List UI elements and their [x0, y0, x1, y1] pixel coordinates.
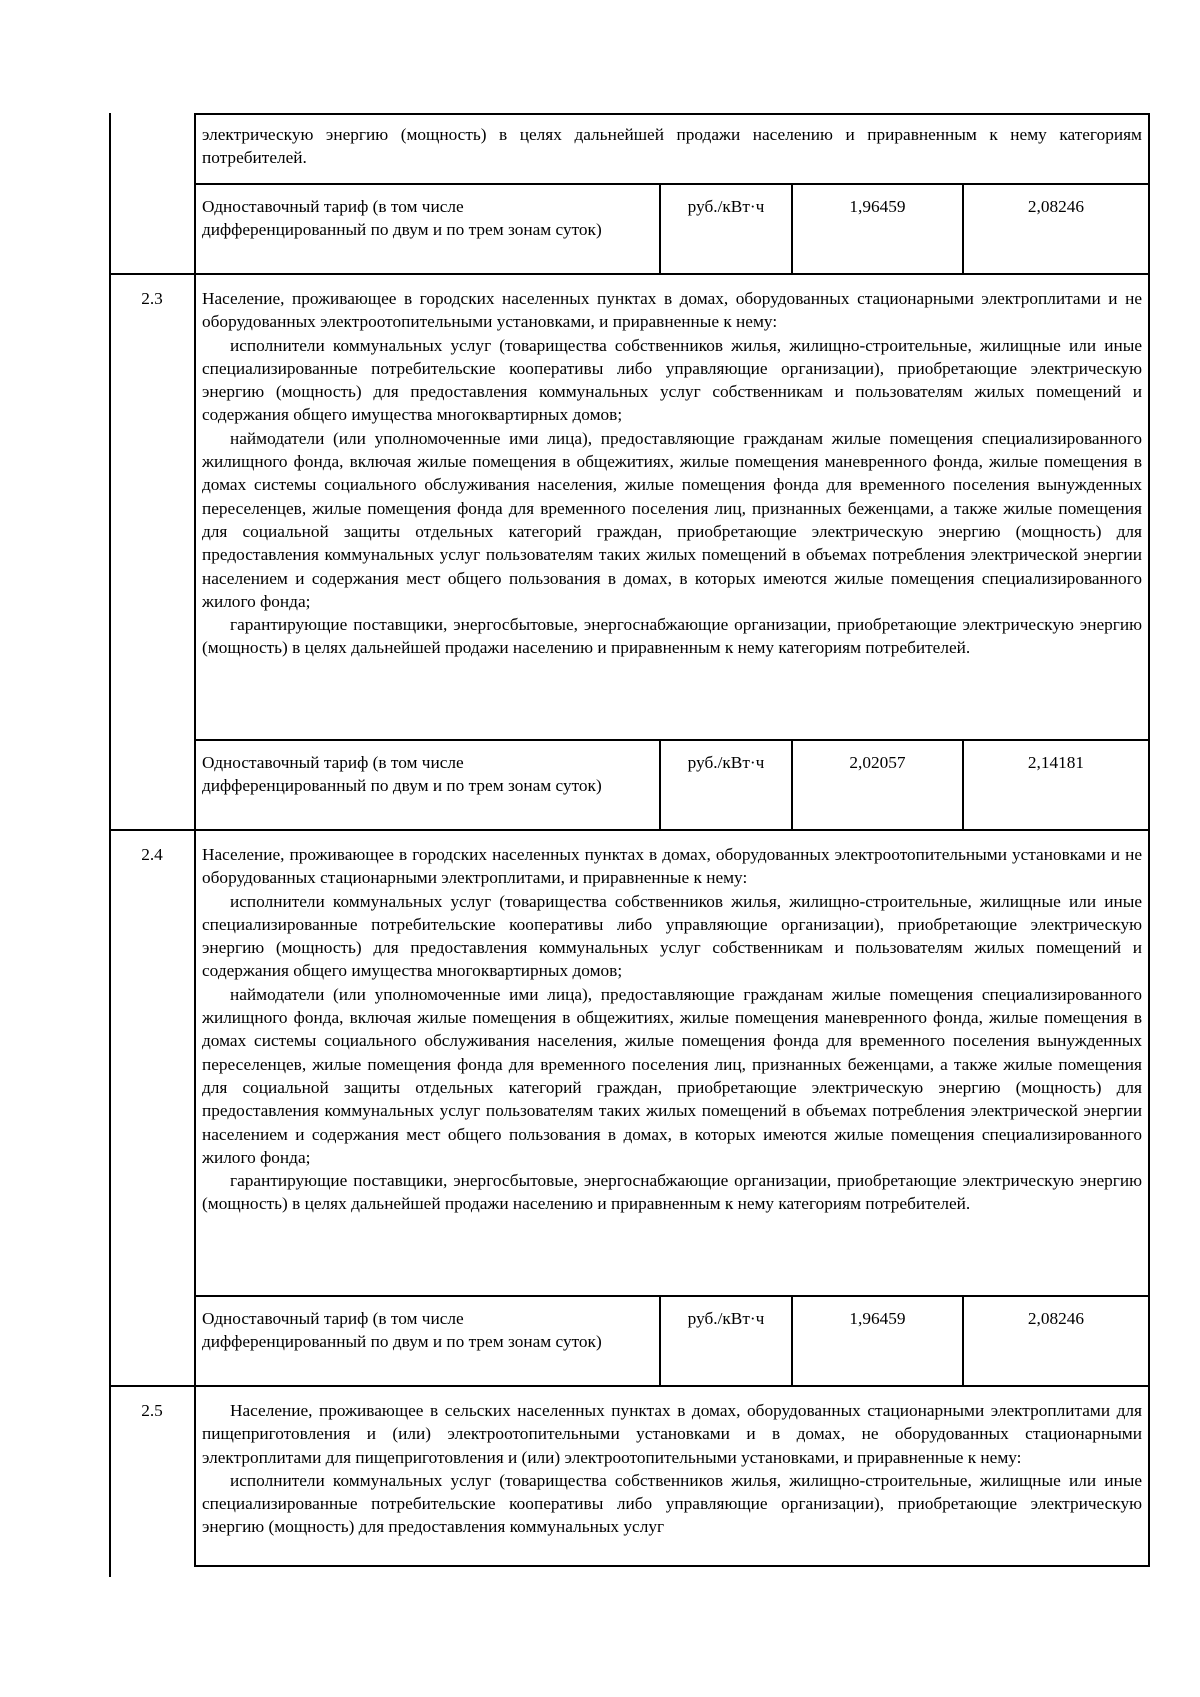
table-right-border — [1148, 113, 1150, 1567]
paragraph: исполнители коммунальных услуг (товарищества собственников жилья, жилищно-строительные, жилищные или иные специализированные потребительские кооперативы либо управляющие организации), приобретающие электрическую энергию (мощность) для предоставления коммунальных услуг собственникам и пользователям жилых помещений и содержания общего имущества многоквартирных домов; — [202, 891, 1142, 981]
row-number: 2.5 — [141, 1401, 163, 1420]
row-1-description — [202, 123, 1142, 181]
tariff-value-2: 2,08246 — [1027, 1309, 1085, 1328]
paragraph: наймодатели (или уполномоченные ими лица), предоставляющие гражданам жилые помещения специализированного жилищного фонда, включая жилые помещения в общежитиях, жилые помещения маневренного фонда, жилые помещения в домах системы социального обслуживания населения, жилые помещения фонда для временного поселения вынужденных переселенцев, жилые помещения фонда для временного поселения лиц, признанных беженцами, а также жилые помещения для социальной защиты отдельных категорий граждан, приобретающие электрическую энергию (мощность) для предоставления коммунальных услуг пользователям таких жилых помещений в объемах потребления электрической энергии населением и содержания мест общего пользования в домах, в которых имеются жилые помещения специализированного жилого фонда; — [202, 984, 1142, 1167]
row-3-tariff-top — [194, 1295, 1150, 1297]
row-2-bottom — [109, 829, 1150, 831]
paragraph: электрическую энергию (мощность) в целях дальнейшей продажи населению и приравненным к нему категориям потребителей. — [202, 125, 1142, 168]
paragraph: Население, проживающее в городских населенных пунктах в домах, оборудованных электроотопительными установками и не оборудованных стационарными электроплитами, и приравненные к нему: — [202, 845, 1142, 888]
paragraph: гарантирующие поставщики, энергосбытовые, энергоснабжающие организации, приобретающие электрическую энергию (мощность) в целях дальнейшей продажи населению и приравненным к нему категориям потребителей. — [202, 615, 1142, 658]
paragraph: исполнители коммунальных услуг (товарищества собственников жилья, жилищно-строительные, жилищные или иные специализированные потребительские кооперативы либо управляющие организации), приобретающие электрическую энергию (мощность) для предоставления коммунальных услуг собственникам и пользователям жилых помещений и содержания общего имущества многоквартирных домов; — [202, 335, 1142, 425]
row-number: 2.3 — [141, 289, 163, 308]
tariff-value-1: 1,96459 — [849, 197, 906, 216]
tariff-value-1: 2,02057 — [849, 753, 906, 772]
tariff-name: Одноставочный тариф (в том числе дифференцированный по двум и по трем зонам суток) — [202, 197, 602, 240]
tariff-unit: руб./кВт·ч — [687, 1309, 765, 1328]
tariff-name: Одноставочный тариф (в том числе дифференцированный по двум и по трем зонам суток) — [202, 753, 602, 796]
row-1-tariff-top — [194, 183, 1150, 185]
row-1-bottom — [109, 273, 1150, 275]
row-3-bottom — [109, 1385, 1150, 1387]
table-bottom-border — [194, 1565, 1150, 1567]
row-3-description — [202, 843, 1142, 1291]
row-4-description — [202, 1399, 1142, 1563]
paragraph: Население, проживающее в сельских населенных пунктах в домах, оборудованных стационарными электроплитами для пищеприготовления и (или) электроотопительными установками и в домах, не оборудованных стационарными электроплитами для пищеприготовления и (или) электроотопительными установками, и приравненные к нему: — [202, 1401, 1142, 1467]
paragraph: Население, проживающее в городских населенных пунктах в домах, оборудованных стационарными электроплитами и не оборудованных электроотопительными установками, и приравненные к нему: — [202, 289, 1142, 332]
table-top-border — [194, 113, 1150, 115]
tariff-unit: руб./кВт·ч — [687, 753, 765, 772]
paragraph: исполнители коммунальных услуг (товарищества собственников жилья, жилищно-строительные, жилищные или иные специализированные потребительские кооперативы либо управляющие организации), приобретающие электрическую энергию (мощность) для предоставления коммунальных услуг — [202, 1470, 1142, 1537]
tariff-value-2: 2,08246 — [1027, 197, 1085, 216]
tariff-value-2: 2,14181 — [1027, 753, 1085, 772]
tariff-name: Одноставочный тариф (в том числе дифференцированный по двум и по трем зонам суток) — [202, 1309, 602, 1352]
row-2-tariff-top — [194, 739, 1150, 741]
tariff-value-1: 1,96459 — [849, 1309, 906, 1328]
row-number: 2.4 — [141, 845, 163, 864]
number-column-border — [194, 113, 196, 1567]
paragraph: гарантирующие поставщики, энергосбытовые, энергоснабжающие организации, приобретающие электрическую энергию (мощность) в целях дальнейшей продажи населению и приравненным к нему категориям потребителей. — [202, 1171, 1142, 1214]
row-2-description — [202, 287, 1142, 735]
tariff-unit: руб./кВт·ч — [687, 197, 765, 216]
paragraph: наймодатели (или уполномоченные ими лица), предоставляющие гражданам жилые помещения специализированного жилищного фонда, включая жилые помещения в общежитиях, жилые помещения маневренного фонда, жилые помещения в домах системы социального обслуживания населения, жилые помещения фонда для временного поселения вынужденных переселенцев, жилые помещения фонда для временного поселения лиц, признанных беженцами, а также жилые помещения для социальной защиты отдельных категорий граждан, приобретающие электрическую энергию (мощность) для предоставления коммунальных услуг пользователям таких жилых помещений в объемах потребления электрической энергии населением и содержания мест общего пользования в домах, в которых имеются жилые помещения специализированного жилого фонда; — [202, 428, 1142, 611]
